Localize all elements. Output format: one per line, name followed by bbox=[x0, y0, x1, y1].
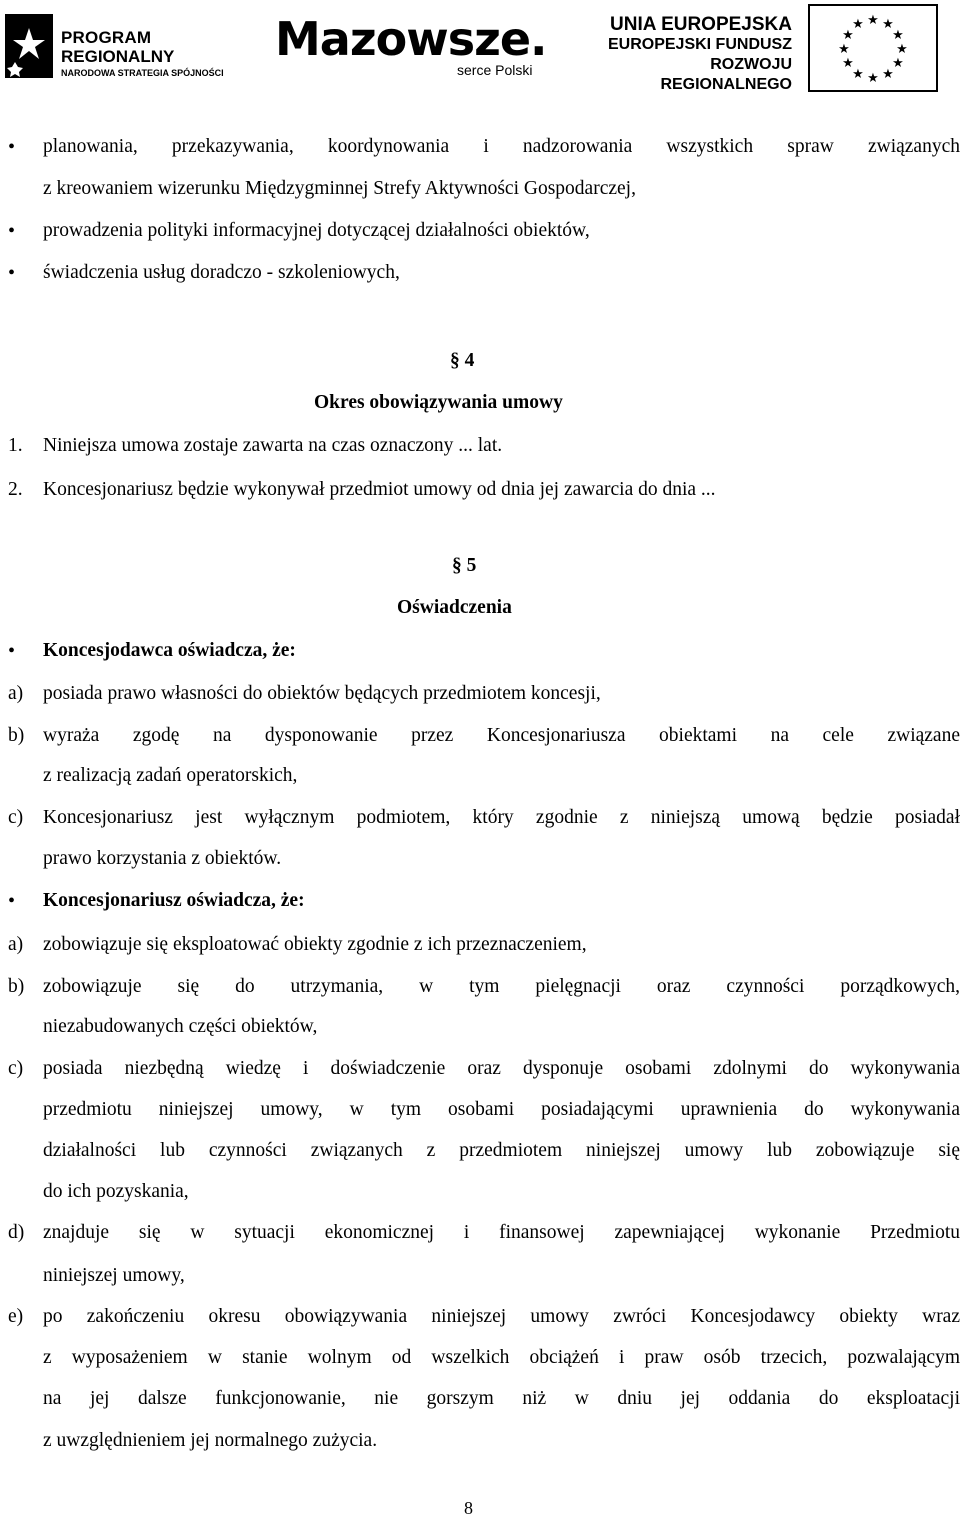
koncesjonariusz-item-a: zobowiązuje się eksploatować obiekty zgodnie z ich przeznaczeniem, bbox=[43, 934, 587, 955]
svg-text:★: ★ bbox=[896, 42, 908, 57]
eu-fund-text bbox=[582, 14, 792, 93]
koncesjonariusz-item-c: posiada niezbędną wiedzę i doświadczenie oraz dysponuje osobami zdolnymi do wykonywania bbox=[43, 1058, 960, 1079]
bullet-marker: • bbox=[8, 136, 16, 158]
bullet-text: prowadzenia polityki informacyjnej dotyczącej działalności obiektów, bbox=[43, 220, 590, 241]
svg-text:★: ★ bbox=[867, 13, 879, 28]
bullet-text: planowania, przekazywania, koordynowania i nadzorowania wszystkich spraw związanych bbox=[43, 136, 960, 157]
eu-line2: EUROPEJSKI FUNDUSZ bbox=[607, 36, 792, 53]
program-regionalny-star-icon bbox=[5, 14, 53, 78]
koncesjonariusz-item-c-continued: przedmiotu niniejszej umowy, w tym osobami posiadającymi uprawnienia do wykonywania bbox=[43, 1099, 960, 1120]
koncesjonariusz-item-c-continued: do ich pozyskania, bbox=[43, 1181, 189, 1202]
svg-text:★: ★ bbox=[892, 28, 904, 43]
koncesjonariusz-item-c-continued: działalności lub czynności związanych z przedmiotem niniejszej umowy lub zobowiązuje się bbox=[43, 1140, 960, 1161]
bullet-text: świadczenia usług doradczo - szkoleniowych, bbox=[43, 262, 400, 283]
section-4-item-1: Niniejsza umowa zostaje zawarta na czas oznaczony ... lat. bbox=[43, 435, 503, 456]
koncesjonariusz-item-b-continued: niezabudowanych części obiektów, bbox=[43, 1016, 318, 1037]
eu-line3: ROZWOJU REGIONALNEGO bbox=[660, 56, 792, 93]
list-marker: c) bbox=[8, 1058, 24, 1079]
bullet-marker: • bbox=[8, 890, 16, 912]
section-5-title: Oświadczenia bbox=[397, 597, 512, 618]
koncesjodawca-item-b: wyraża zgodę na dysponowanie przez Koncesjonariusza obiektami na cele związane bbox=[43, 725, 960, 746]
koncesjonariusz-item-b: zobowiązuje się do utrzymania, w tym pielęgnacji oraz czynności porządkowych, bbox=[43, 976, 960, 997]
svg-text:★: ★ bbox=[852, 17, 864, 32]
koncesjonariusz-item-e-continued: z uwzględnieniem jej normalnego zużycia. bbox=[43, 1430, 378, 1451]
koncesjodawca-item-c: Koncesjonariusz jest wyłącznym podmiotem, który zgodnie z niniejszą umową będzie posiadał bbox=[43, 807, 960, 828]
list-marker: e) bbox=[8, 1306, 24, 1327]
mazowsze-logo bbox=[275, 14, 555, 84]
svg-text:★: ★ bbox=[852, 67, 864, 82]
bullet-marker: • bbox=[8, 220, 16, 242]
bullet-marker: • bbox=[8, 262, 16, 284]
svg-text:★: ★ bbox=[892, 56, 904, 71]
koncesjonariusz-item-d: znajduje się w sytuacji ekonomicznej i finansowej zapewniającej wykonanie Przedmiotu bbox=[43, 1222, 960, 1243]
koncesjodawca-item-c-continued: prawo korzystania z obiektów. bbox=[43, 848, 282, 869]
mazowsze-wordmark: Mazowsze. bbox=[275, 12, 547, 66]
program-regionalny-logo bbox=[5, 14, 230, 84]
list-marker: a) bbox=[8, 934, 24, 955]
koncesjonariusz-item-e-continued: z wyposażeniem w stanie wolnym od wszelkich obciążeń i praw osób trzecich, pozwalającym bbox=[43, 1347, 960, 1368]
eu-flag-icon bbox=[808, 4, 938, 92]
svg-text:★: ★ bbox=[882, 67, 894, 82]
section-5-number: § 5 bbox=[452, 555, 477, 576]
bullet-text-continued: z kreowaniem wizerunku Międzygminnej Strefy Aktywności Gospodarczej, bbox=[43, 178, 636, 199]
svg-text:★: ★ bbox=[867, 71, 879, 86]
eu-line1: UNIA EUROPEJSKA bbox=[610, 14, 792, 35]
koncesjodawca-heading: Koncesjodawca oświadcza, że: bbox=[43, 640, 296, 661]
page-header bbox=[0, 0, 960, 100]
koncesjonariusz-heading: Koncesjonariusz oświadcza, że: bbox=[43, 890, 305, 911]
program-regionalny-line2: REGIONALNY bbox=[61, 47, 175, 66]
svg-text:★: ★ bbox=[842, 56, 854, 71]
koncesjodawca-item-b-continued: z realizacją zadań operatorskich, bbox=[43, 765, 298, 786]
mazowsze-tagline: serce Polski bbox=[457, 62, 533, 78]
list-marker: 2. bbox=[8, 479, 23, 500]
bullet-marker: • bbox=[8, 640, 16, 662]
page-number: 8 bbox=[464, 1498, 473, 1518]
program-regionalny-line3: NARODOWA STRATEGIA SPÓJNOŚCI bbox=[61, 68, 224, 78]
koncesjodawca-item-a: posiada prawo własności do obiektów będących przedmiotem koncesji, bbox=[43, 683, 601, 704]
svg-text:★: ★ bbox=[838, 42, 850, 57]
svg-text:★: ★ bbox=[842, 28, 854, 43]
section-4-title: Okres obowiązywania umowy bbox=[314, 392, 563, 413]
koncesjonariusz-item-e: po zakończeniu okresu obowiązywania niniejszej umowy zwróci Koncesjodawcy obiekty wraz bbox=[43, 1306, 960, 1327]
section-4-item-2: Koncesjonariusz będzie wykonywał przedmiot umowy od dnia jej zawarcia do dnia ... bbox=[43, 479, 716, 500]
list-marker: c) bbox=[8, 807, 24, 828]
program-regionalny-line1: PROGRAM bbox=[61, 28, 152, 47]
list-marker: 1. bbox=[8, 435, 23, 456]
list-marker: a) bbox=[8, 683, 24, 704]
list-marker: d) bbox=[8, 1222, 25, 1243]
koncesjonariusz-item-d-continued: niniejszej umowy, bbox=[43, 1265, 185, 1286]
section-4-number: § 4 bbox=[450, 350, 475, 371]
list-marker: b) bbox=[8, 725, 25, 746]
koncesjonariusz-item-e-continued: na jej dalsze funkcjonowanie, nie gorszym niż w dniu jej oddania do eksploatacji bbox=[43, 1388, 960, 1409]
list-marker: b) bbox=[8, 976, 25, 997]
svg-text:★: ★ bbox=[882, 17, 894, 32]
